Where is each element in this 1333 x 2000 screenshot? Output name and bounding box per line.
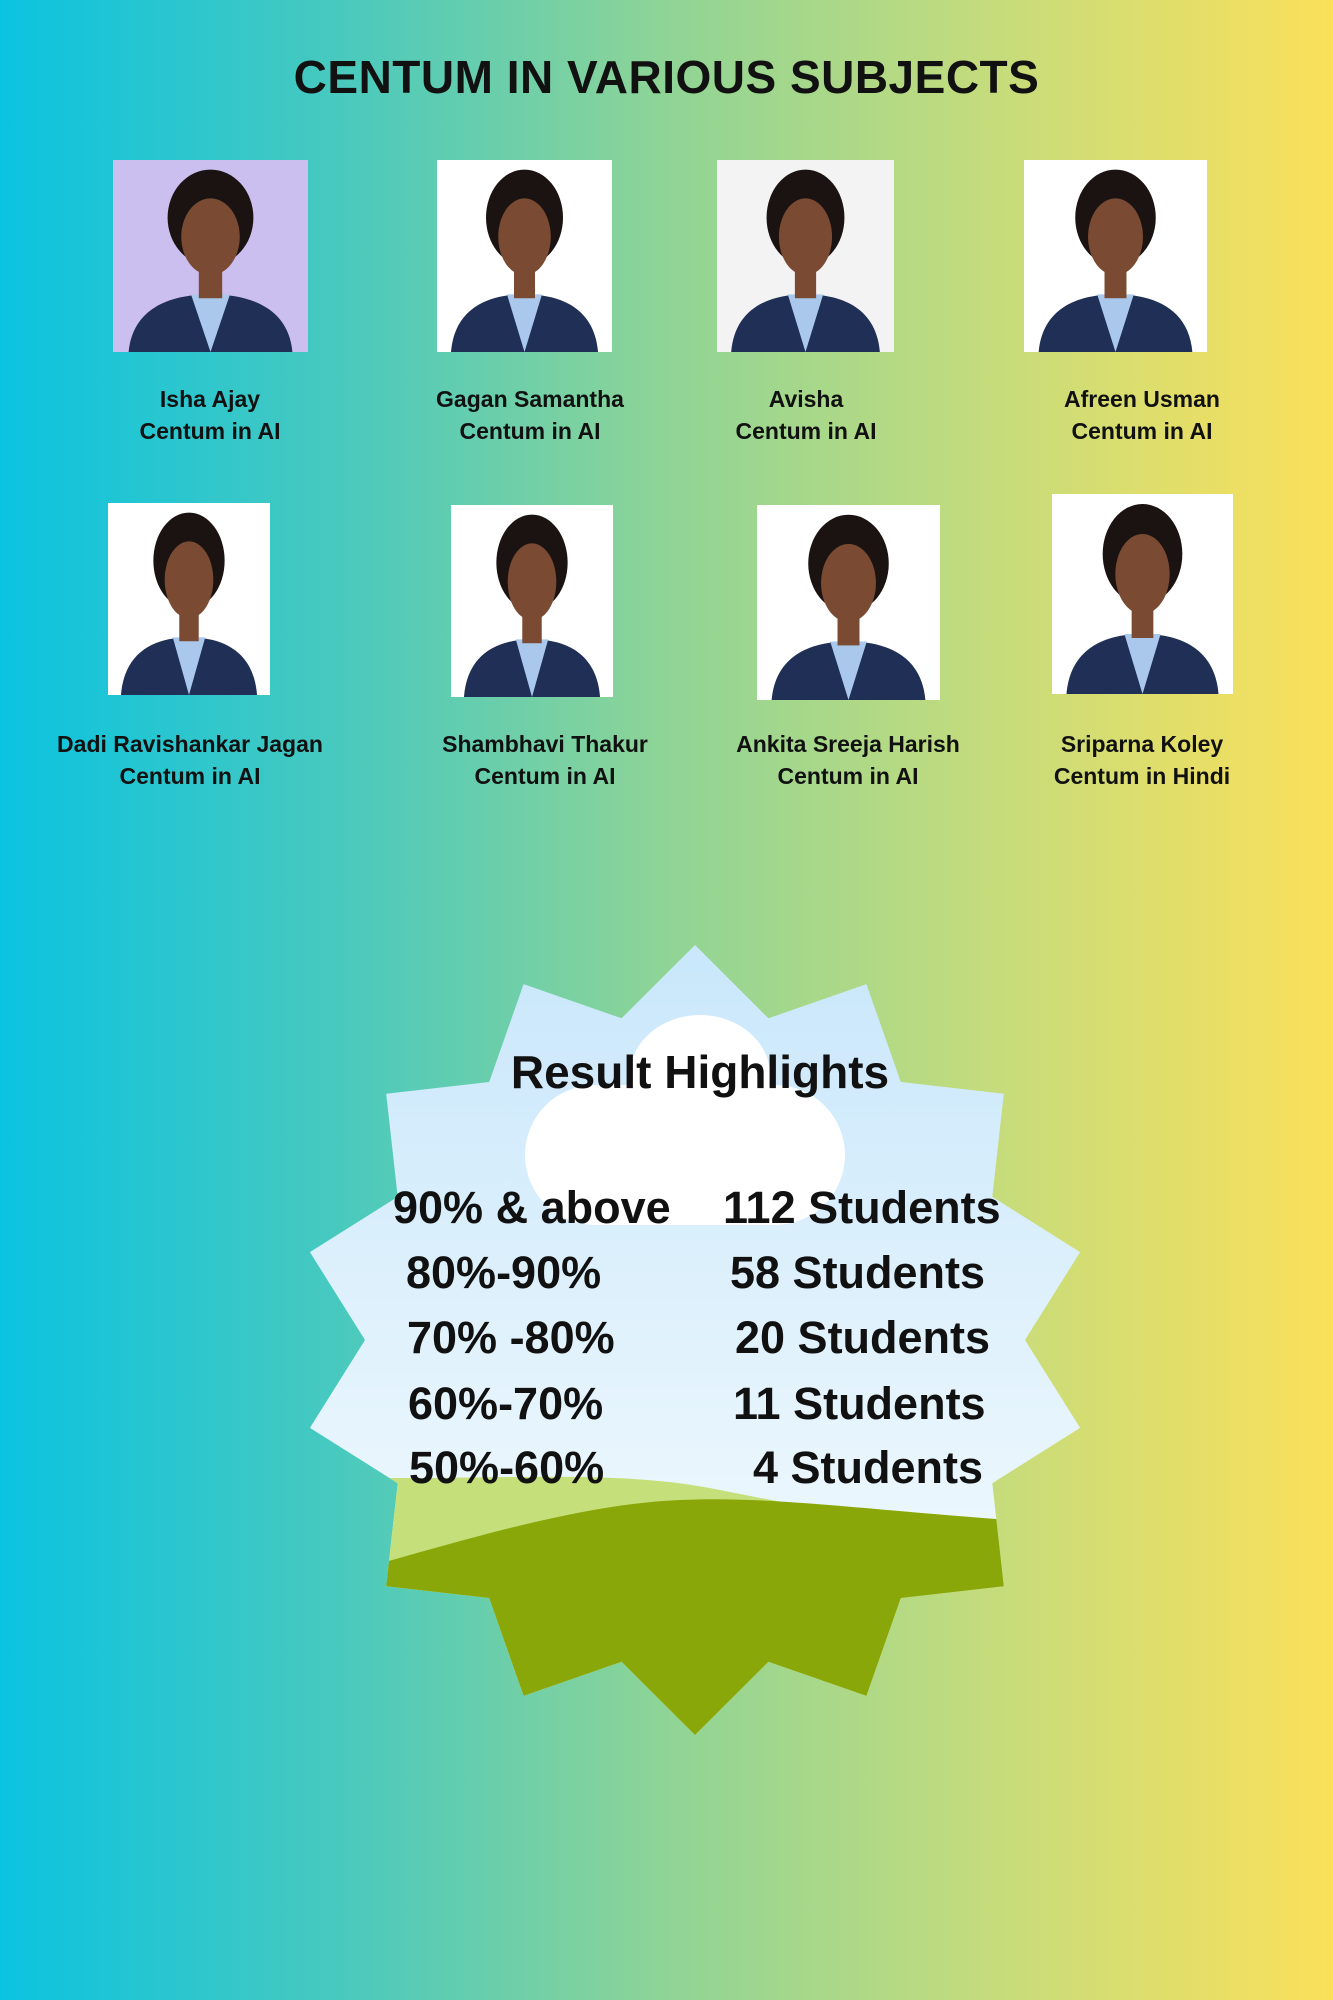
neck-shape bbox=[199, 271, 222, 298]
student-name: Isha Ajay bbox=[159, 386, 261, 412]
neck-shape bbox=[1132, 610, 1154, 638]
face-shape bbox=[779, 198, 832, 275]
student-photo bbox=[113, 160, 308, 352]
portrait-image bbox=[113, 160, 308, 352]
highlight-count: 112 Students bbox=[723, 1182, 1001, 1233]
portrait-image bbox=[757, 505, 940, 700]
student-name: Avisha bbox=[768, 386, 844, 412]
student-achievement: Centum in AI bbox=[459, 418, 601, 444]
neck-shape bbox=[179, 614, 198, 641]
neck-shape bbox=[795, 271, 816, 298]
student-caption bbox=[380, 383, 680, 447]
student-name: Dadi Ravishankar Jagan bbox=[57, 731, 323, 757]
student-caption bbox=[698, 728, 998, 792]
student-caption bbox=[992, 383, 1292, 447]
portrait-image bbox=[108, 503, 270, 695]
face-shape bbox=[498, 198, 551, 275]
student-name: Ankita Sreeja Harish bbox=[736, 731, 960, 757]
neck-shape bbox=[1105, 271, 1127, 298]
student-caption bbox=[30, 728, 350, 792]
face-shape bbox=[165, 541, 214, 618]
page-title: CENTUM IN VARIOUS SUBJECTS bbox=[293, 51, 1040, 103]
highlight-range: 50%-60% bbox=[409, 1442, 605, 1493]
student-name: Gagan Samantha bbox=[436, 386, 624, 412]
portrait-image bbox=[437, 160, 612, 352]
student-caption bbox=[395, 728, 695, 792]
face-shape bbox=[1088, 198, 1143, 275]
student-name: Shambhavi Thakur bbox=[442, 731, 648, 757]
student-photo bbox=[717, 160, 894, 352]
neck-shape bbox=[838, 618, 860, 645]
student-achievement: Centum in AI bbox=[1071, 418, 1213, 444]
highlight-count: 20 Students bbox=[735, 1312, 991, 1363]
portrait-image bbox=[717, 160, 894, 352]
student-photo bbox=[1024, 160, 1207, 352]
face-shape bbox=[508, 543, 557, 620]
student-photo bbox=[451, 505, 613, 697]
face-shape bbox=[1115, 534, 1169, 614]
highlight-range: 90% & above bbox=[393, 1182, 671, 1233]
student-achievement: Centum in AI bbox=[474, 763, 616, 789]
student-caption bbox=[60, 383, 360, 447]
face-shape bbox=[821, 544, 876, 622]
highlight-count: 58 Students bbox=[730, 1247, 986, 1298]
student-achievement: Centum in AI bbox=[777, 763, 919, 789]
student-caption bbox=[656, 383, 956, 447]
student-photo bbox=[1052, 494, 1233, 694]
student-achievement: Centum in AI bbox=[735, 418, 877, 444]
highlight-range: 80%-90% bbox=[406, 1247, 602, 1298]
portrait-image bbox=[1024, 160, 1207, 352]
student-caption bbox=[992, 728, 1292, 792]
highlight-count: 4 Students bbox=[753, 1442, 984, 1493]
neck-shape bbox=[514, 271, 535, 298]
student-name: Sriparna Koley bbox=[1060, 731, 1224, 757]
student-name: Afreen Usman bbox=[1064, 386, 1220, 412]
highlight-range: 60%-70% bbox=[408, 1378, 604, 1429]
student-achievement: Centum in AI bbox=[119, 763, 261, 789]
student-achievement: Centum in Hindi bbox=[1053, 763, 1231, 789]
student-photo bbox=[108, 503, 270, 695]
portrait-image bbox=[451, 505, 613, 697]
result-highlights-title: Result Highlights bbox=[510, 1046, 890, 1098]
portrait-image bbox=[1052, 494, 1233, 694]
neck-shape bbox=[522, 616, 541, 643]
student-photo bbox=[437, 160, 612, 352]
highlight-count: 11 Students bbox=[733, 1378, 986, 1429]
student-photo bbox=[757, 505, 940, 700]
highlight-range: 70% -80% bbox=[407, 1312, 615, 1363]
student-achievement: Centum in AI bbox=[139, 418, 281, 444]
face-shape bbox=[181, 198, 240, 275]
